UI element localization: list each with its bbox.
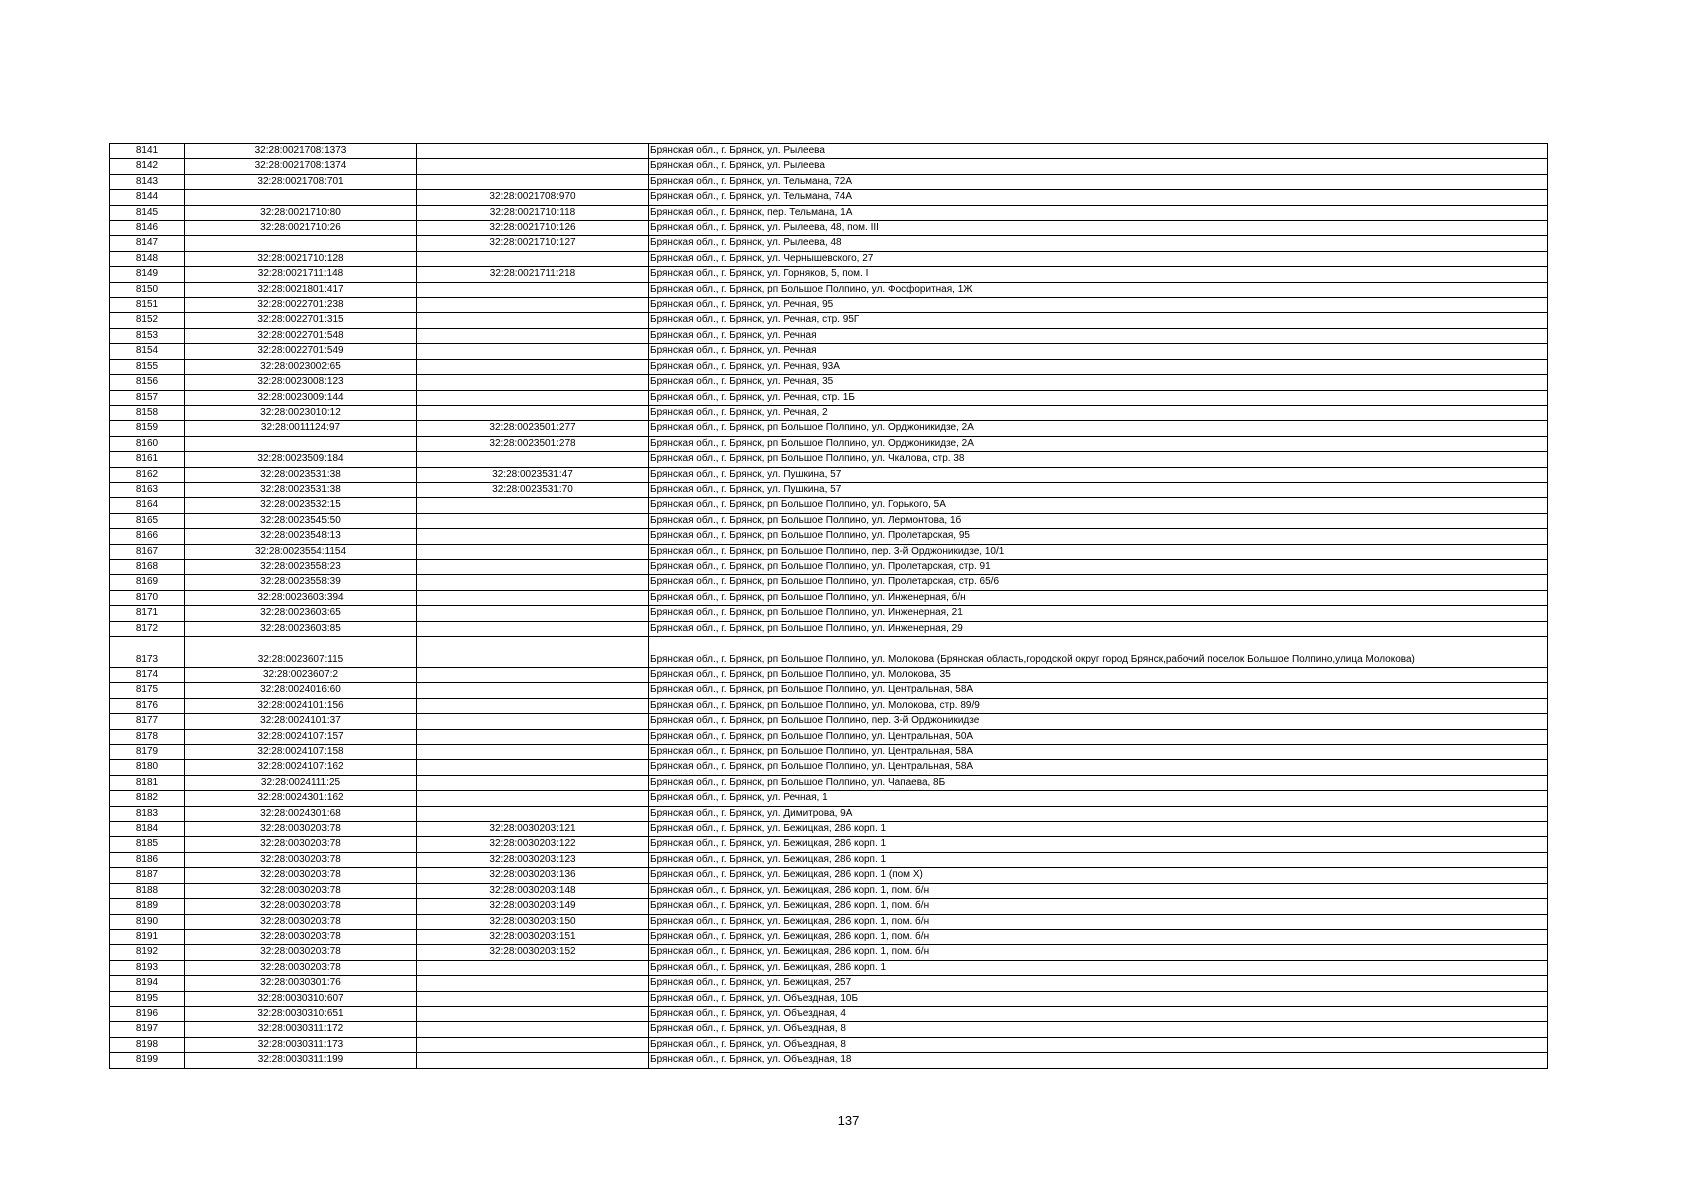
address-cell: Брянская обл., г. Брянск, ул. Бежицкая, 286 корп. 1: [649, 960, 1548, 975]
row-number-cell: 8153: [110, 328, 185, 343]
related-cadastral-number-cell: [417, 683, 649, 698]
cadastral-number-cell: 32:28:0021708:701: [185, 174, 417, 189]
table-row: [110, 822, 1548, 837]
related-cadastral-number-cell: 32:28:0021710:118: [417, 205, 649, 220]
address-cell: Брянская обл., г. Брянск, рп Большое Полпино, ул. Пролетарская, стр. 91: [649, 559, 1548, 574]
table-row: [110, 513, 1548, 528]
table-row: [110, 729, 1548, 744]
related-cadastral-number-cell: [417, 159, 649, 174]
cadastral-number-cell: 32:28:0023010:12: [185, 405, 417, 420]
table-row: [110, 529, 1548, 544]
cadastral-number-cell: 32:28:0022701:549: [185, 344, 417, 359]
table-row: [110, 1022, 1548, 1037]
row-number-cell: 8169: [110, 575, 185, 590]
row-number-cell: 8196: [110, 1006, 185, 1021]
cadastral-number-cell: 32:28:0023558:39: [185, 575, 417, 590]
cadastral-number-cell: 32:28:0023531:38: [185, 482, 417, 497]
cadastral-number-cell: [185, 236, 417, 251]
address-cell: Брянская обл., г. Брянск, ул. Речная, 35: [649, 375, 1548, 390]
cadastral-number-cell: 32:28:0030310:651: [185, 1006, 417, 1021]
table-row: [110, 760, 1548, 775]
table-row: [110, 498, 1548, 513]
cadastral-number-cell: 32:28:0021708:1373: [185, 144, 417, 159]
address-cell: Брянская обл., г. Брянск, ул. Димитрова, 9А: [649, 806, 1548, 821]
address-cell: Брянская обл., г. Брянск, ул. Бежицкая, 286 корп. 1, пом. б/н: [649, 883, 1548, 898]
related-cadastral-number-cell: [417, 359, 649, 374]
table-row: [110, 236, 1548, 251]
cadastral-number-cell: 32:28:0030311:172: [185, 1022, 417, 1037]
cadastral-number-cell: 32:28:0024111:25: [185, 775, 417, 790]
row-number-cell: 8190: [110, 914, 185, 929]
cadastral-number-cell: 32:28:0024107:158: [185, 745, 417, 760]
row-number-cell: 8149: [110, 267, 185, 282]
row-number-cell: 8171: [110, 606, 185, 621]
page-number: 137: [837, 1113, 860, 1128]
row-number-cell: 8147: [110, 236, 185, 251]
address-cell: Брянская обл., г. Брянск, пер. Тельмана, 1А: [649, 205, 1548, 220]
address-cell: Брянская обл., г. Брянск, ул. Речная, стр. 1Б: [649, 390, 1548, 405]
cadastral-number-cell: 32:28:0023603:394: [185, 590, 417, 605]
related-cadastral-number-cell: [417, 1053, 649, 1068]
address-cell: Брянская обл., г. Брянск, ул. Пушкина, 57: [649, 482, 1548, 497]
cadastral-number-cell: 32:28:0022701:548: [185, 328, 417, 343]
cadastral-number-cell: 32:28:0024101:37: [185, 714, 417, 729]
row-number-cell: 8184: [110, 822, 185, 837]
address-cell: Брянская обл., г. Брянск, рп Большое Полпино, ул. Центральная, 58А: [649, 760, 1548, 775]
related-cadastral-number-cell: 32:28:0021710:127: [417, 236, 649, 251]
row-number-cell: 8160: [110, 436, 185, 451]
related-cadastral-number-cell: [417, 1006, 649, 1021]
table-row: [110, 806, 1548, 821]
address-cell: Брянская обл., г. Брянск, ул. Речная, 2: [649, 405, 1548, 420]
cadastral-number-cell: 32:28:0023532:15: [185, 498, 417, 513]
row-number-cell: 8191: [110, 929, 185, 944]
cadastral-number-cell: 32:28:0023531:38: [185, 467, 417, 482]
address-cell: Брянская обл., г. Брянск, ул. Объездная, 8: [649, 1022, 1548, 1037]
table-row: [110, 159, 1548, 174]
cadastral-number-cell: 32:28:0023545:50: [185, 513, 417, 528]
cadastral-number-cell: 32:28:0030203:78: [185, 929, 417, 944]
cadastral-number-cell: 32:28:0023558:23: [185, 559, 417, 574]
cadastral-number-cell: 32:28:0023509:184: [185, 452, 417, 467]
row-number-cell: 8151: [110, 298, 185, 313]
table-row: [110, 144, 1548, 159]
cadastral-number-cell: 32:28:0024101:156: [185, 698, 417, 713]
cadastral-number-cell: [185, 436, 417, 451]
registry-table: [109, 143, 1548, 1069]
related-cadastral-number-cell: [417, 637, 649, 668]
related-cadastral-number-cell: 32:28:0030203:123: [417, 852, 649, 867]
related-cadastral-number-cell: [417, 144, 649, 159]
row-number-cell: 8177: [110, 714, 185, 729]
related-cadastral-number-cell: [417, 745, 649, 760]
table-row: [110, 421, 1548, 436]
address-cell: Брянская обл., г. Брянск, рп Большое Полпино, ул. Пролетарская, 95: [649, 529, 1548, 544]
table-row: [110, 714, 1548, 729]
related-cadastral-number-cell: 32:28:0021710:126: [417, 221, 649, 236]
address-cell: Брянская обл., г. Брянск, ул. Бежицкая, 286 корп. 1, пом. б/н: [649, 929, 1548, 944]
address-cell: Брянская обл., г. Брянск, ул. Речная, 1: [649, 791, 1548, 806]
row-number-cell: 8152: [110, 313, 185, 328]
related-cadastral-number-cell: [417, 698, 649, 713]
related-cadastral-number-cell: [417, 606, 649, 621]
cadastral-number-cell: 32:28:0021711:148: [185, 267, 417, 282]
cadastral-number-cell: 32:28:0024301:68: [185, 806, 417, 821]
table-row: [110, 668, 1548, 683]
address-cell: Брянская обл., г. Брянск, рп Большое Полпино, ул. Центральная, 50А: [649, 729, 1548, 744]
address-cell: Брянская обл., г. Брянск, рп Большое Полпино, ул. Орджоникидзе, 2А: [649, 421, 1548, 436]
related-cadastral-number-cell: [417, 298, 649, 313]
address-cell: Брянская обл., г. Брянск, ул. Рылеева: [649, 144, 1548, 159]
row-number-cell: 8155: [110, 359, 185, 374]
row-number-cell: 8167: [110, 544, 185, 559]
cadastral-number-cell: 32:28:0030203:78: [185, 868, 417, 883]
table-row: [110, 621, 1548, 636]
row-number-cell: 8182: [110, 791, 185, 806]
row-number-cell: 8164: [110, 498, 185, 513]
table-row: [110, 852, 1548, 867]
related-cadastral-number-cell: [417, 452, 649, 467]
address-cell: Брянская обл., г. Брянск, ул. Речная, 93А: [649, 359, 1548, 374]
table-row: [110, 467, 1548, 482]
related-cadastral-number-cell: [417, 529, 649, 544]
related-cadastral-number-cell: [417, 251, 649, 266]
related-cadastral-number-cell: [417, 559, 649, 574]
table-row: [110, 1037, 1548, 1052]
address-cell: Брянская обл., г. Брянск, рп Большое Полпино, ул. Чапаева, 8Б: [649, 775, 1548, 790]
table-row: [110, 590, 1548, 605]
row-number-cell: 8199: [110, 1053, 185, 1068]
table-row: [110, 837, 1548, 852]
row-number-cell: 8198: [110, 1037, 185, 1052]
table-row: [110, 683, 1548, 698]
cadastral-number-cell: 32:28:0023002:65: [185, 359, 417, 374]
address-cell: Брянская обл., г. Брянск, рп Большое Полпино, ул. Горького, 5А: [649, 498, 1548, 513]
address-cell: Брянская обл., г. Брянск, ул. Бежицкая, 286 корп. 1, пом. б/н: [649, 899, 1548, 914]
address-cell: Брянская обл., г. Брянск, ул. Речная, стр. 95Г: [649, 313, 1548, 328]
address-cell: Брянская обл., г. Брянск, рп Большое Полпино, ул. Орджоникидзе, 2А: [649, 436, 1548, 451]
row-number-cell: 8189: [110, 899, 185, 914]
address-cell: Брянская обл., г. Брянск, ул. Бежицкая, 257: [649, 976, 1548, 991]
row-number-cell: 8166: [110, 529, 185, 544]
cadastral-number-cell: 32:28:0023603:65: [185, 606, 417, 621]
cadastral-number-cell: 32:28:0024016:60: [185, 683, 417, 698]
cadastral-number-cell: 32:28:0030310:607: [185, 991, 417, 1006]
row-number-cell: 8162: [110, 467, 185, 482]
table-row: [110, 436, 1548, 451]
cadastral-number-cell: 32:28:0021710:128: [185, 251, 417, 266]
row-number-cell: 8145: [110, 205, 185, 220]
address-cell: Брянская обл., г. Брянск, рп Большое Полпино, пер. 3-й Орджоникидзе: [649, 714, 1548, 729]
row-number-cell: 8193: [110, 960, 185, 975]
cadastral-number-cell: 32:28:0030311:173: [185, 1037, 417, 1052]
cadastral-number-cell: 32:28:0030311:199: [185, 1053, 417, 1068]
table-row: [110, 205, 1548, 220]
related-cadastral-number-cell: [417, 991, 649, 1006]
address-cell: Брянская обл., г. Брянск, ул. Речная: [649, 328, 1548, 343]
address-cell: Брянская обл., г. Брянск, ул. Объездная, 8: [649, 1037, 1548, 1052]
table-row: [110, 405, 1548, 420]
row-number-cell: 8148: [110, 251, 185, 266]
address-cell: Брянская обл., г. Брянск, рп Большое Полпино, ул. Лермонтова, 1б: [649, 513, 1548, 528]
address-cell: Брянская обл., г. Брянск, ул. Бежицкая, 286 корп. 1: [649, 822, 1548, 837]
related-cadastral-number-cell: [417, 590, 649, 605]
table-row: [110, 775, 1548, 790]
row-number-cell: 8183: [110, 806, 185, 821]
address-cell: Брянская обл., г. Брянск, ул. Тельмана, 72А: [649, 174, 1548, 189]
table-row: [110, 637, 1548, 668]
row-number-cell: 8187: [110, 868, 185, 883]
cadastral-number-cell: 32:28:0030203:78: [185, 852, 417, 867]
row-number-cell: 8188: [110, 883, 185, 898]
related-cadastral-number-cell: [417, 544, 649, 559]
related-cadastral-number-cell: [417, 621, 649, 636]
table-row: [110, 344, 1548, 359]
address-cell: Брянская обл., г. Брянск, рп Большое Полпино, пер. 3-й Орджоникидзе, 10/1: [649, 544, 1548, 559]
address-cell: Брянская обл., г. Брянск, ул. Бежицкая, 286 корп. 1, пом. б/н: [649, 945, 1548, 960]
cadastral-number-cell: 32:28:0011124:97: [185, 421, 417, 436]
row-number-cell: 8180: [110, 760, 185, 775]
related-cadastral-number-cell: [417, 714, 649, 729]
address-cell: Брянская обл., г. Брянск, ул. Бежицкая, 286 корп. 1, пом. б/н: [649, 914, 1548, 929]
row-number-cell: 8195: [110, 991, 185, 1006]
row-number-cell: 8181: [110, 775, 185, 790]
table-row: [110, 251, 1548, 266]
cadastral-number-cell: 32:28:0030203:78: [185, 899, 417, 914]
cadastral-number-cell: 32:28:0023607:2: [185, 668, 417, 683]
cadastral-number-cell: 32:28:0022701:315: [185, 313, 417, 328]
address-cell: Брянская обл., г. Брянск, ул. Объездная, 4: [649, 1006, 1548, 1021]
table-row: [110, 899, 1548, 914]
cadastral-number-cell: 32:28:0023008:123: [185, 375, 417, 390]
table-row: [110, 375, 1548, 390]
row-number-cell: 8185: [110, 837, 185, 852]
table-row: [110, 328, 1548, 343]
related-cadastral-number-cell: [417, 498, 649, 513]
address-cell: Брянская обл., г. Брянск, ул. Объездная, 10Б: [649, 991, 1548, 1006]
cadastral-number-cell: 32:28:0023603:85: [185, 621, 417, 636]
related-cadastral-number-cell: [417, 791, 649, 806]
related-cadastral-number-cell: [417, 976, 649, 991]
cadastral-number-cell: 32:28:0030203:78: [185, 883, 417, 898]
table-row: [110, 221, 1548, 236]
related-cadastral-number-cell: [417, 344, 649, 359]
related-cadastral-number-cell: [417, 1037, 649, 1052]
row-number-cell: 8192: [110, 945, 185, 960]
table-row: [110, 575, 1548, 590]
row-number-cell: 8176: [110, 698, 185, 713]
related-cadastral-number-cell: 32:28:0023531:70: [417, 482, 649, 497]
row-number-cell: 8174: [110, 668, 185, 683]
related-cadastral-number-cell: [417, 960, 649, 975]
table-row: [110, 745, 1548, 760]
address-cell: Брянская обл., г. Брянск, ул. Горняков, 5, пом. I: [649, 267, 1548, 282]
related-cadastral-number-cell: [417, 174, 649, 189]
address-cell: Брянская обл., г. Брянск, ул. Рылеева: [649, 159, 1548, 174]
related-cadastral-number-cell: 32:28:0030203:152: [417, 945, 649, 960]
row-number-cell: 8165: [110, 513, 185, 528]
row-number-cell: 8168: [110, 559, 185, 574]
table-row: [110, 1053, 1548, 1068]
row-number-cell: 8175: [110, 683, 185, 698]
table-row: [110, 482, 1548, 497]
related-cadastral-number-cell: [417, 282, 649, 297]
cadastral-number-cell: 32:28:0024107:157: [185, 729, 417, 744]
address-cell: Брянская обл., г. Брянск, рп Большое Полпино, ул. Инженерная, 21: [649, 606, 1548, 621]
related-cadastral-number-cell: [417, 575, 649, 590]
address-cell: Брянская обл., г. Брянск, рп Большое Полпино, ул. Молокова, стр. 89/9: [649, 698, 1548, 713]
address-cell: Брянская обл., г. Брянск, ул. Тельмана, 74А: [649, 190, 1548, 205]
related-cadastral-number-cell: [417, 405, 649, 420]
row-number-cell: 8158: [110, 405, 185, 420]
table-row: [110, 390, 1548, 405]
row-number-cell: 8143: [110, 174, 185, 189]
cadastral-number-cell: 32:28:0030203:78: [185, 914, 417, 929]
row-number-cell: 8142: [110, 159, 185, 174]
address-cell: Брянская обл., г. Брянск, ул. Речная, 95: [649, 298, 1548, 313]
table-row: [110, 929, 1548, 944]
address-cell: Брянская обл., г. Брянск, рп Большое Полпино, ул. Центральная, 58А: [649, 683, 1548, 698]
address-cell: Брянская обл., г. Брянск, рп Большое Полпино, ул. Фосфоритная, 1Ж: [649, 282, 1548, 297]
table-row: [110, 606, 1548, 621]
address-cell: Брянская обл., г. Брянск, рп Большое Полпино, ул. Центральная, 58А: [649, 745, 1548, 760]
cadastral-number-cell: 32:28:0030203:78: [185, 960, 417, 975]
related-cadastral-number-cell: [417, 729, 649, 744]
row-number-cell: 8141: [110, 144, 185, 159]
row-number-cell: 8157: [110, 390, 185, 405]
row-number-cell: 8173: [110, 637, 185, 668]
table-row: [110, 698, 1548, 713]
related-cadastral-number-cell: [417, 313, 649, 328]
table-row: [110, 991, 1548, 1006]
address-cell: Брянская обл., г. Брянск, рп Большое Полпино, ул. Инженерная, б/н: [649, 590, 1548, 605]
address-cell: Брянская обл., г. Брянск, ул. Рылеева, 48: [649, 236, 1548, 251]
cadastral-number-cell: [185, 190, 417, 205]
related-cadastral-number-cell: [417, 760, 649, 775]
address-cell: Брянская обл., г. Брянск, ул. Бежицкая, 286 корп. 1: [649, 837, 1548, 852]
address-cell: Брянская обл., г. Брянск, рп Большое Полпино, ул. Молокова (Брянская область,городской округ город Брянск,рабочий поселок Большое Полпино,улица Молокова): [649, 637, 1548, 668]
table-row: [110, 190, 1548, 205]
address-cell: Брянская обл., г. Брянск, ул. Рылеева, 48, пом. III: [649, 221, 1548, 236]
row-number-cell: 8186: [110, 852, 185, 867]
related-cadastral-number-cell: [417, 375, 649, 390]
cadastral-number-cell: 32:28:0021708:1374: [185, 159, 417, 174]
cadastral-number-cell: 32:28:0023607:115: [185, 637, 417, 668]
address-cell: Брянская обл., г. Брянск, рп Большое Полпино, ул. Молокова, 35: [649, 668, 1548, 683]
related-cadastral-number-cell: 32:28:0023501:278: [417, 436, 649, 451]
related-cadastral-number-cell: 32:28:0030203:151: [417, 929, 649, 944]
table-row: [110, 791, 1548, 806]
related-cadastral-number-cell: 32:28:0030203:148: [417, 883, 649, 898]
cadastral-number-cell: 32:28:0030301:76: [185, 976, 417, 991]
cadastral-number-cell: 32:28:0023009:144: [185, 390, 417, 405]
cadastral-number-cell: 32:28:0022701:238: [185, 298, 417, 313]
cadastral-number-cell: 32:28:0023554:1154: [185, 544, 417, 559]
table-row: [110, 313, 1548, 328]
related-cadastral-number-cell: [417, 513, 649, 528]
table-row: [110, 174, 1548, 189]
cadastral-number-cell: 32:28:0030203:78: [185, 837, 417, 852]
related-cadastral-number-cell: 32:28:0021708:970: [417, 190, 649, 205]
related-cadastral-number-cell: 32:28:0030203:121: [417, 822, 649, 837]
registry-table-body: [110, 144, 1548, 1069]
row-number-cell: 8194: [110, 976, 185, 991]
address-cell: Брянская обл., г. Брянск, ул. Бежицкая, 286 корп. 1: [649, 852, 1548, 867]
cadastral-number-cell: 32:28:0021801:417: [185, 282, 417, 297]
row-number-cell: 8150: [110, 282, 185, 297]
row-number-cell: 8156: [110, 375, 185, 390]
related-cadastral-number-cell: [417, 668, 649, 683]
related-cadastral-number-cell: 32:28:0030203:150: [417, 914, 649, 929]
related-cadastral-number-cell: [417, 328, 649, 343]
cadastral-number-cell: 32:28:0024301:162: [185, 791, 417, 806]
cadastral-number-cell: 32:28:0021710:26: [185, 221, 417, 236]
address-cell: Брянская обл., г. Брянск, ул. Речная: [649, 344, 1548, 359]
table-row: [110, 883, 1548, 898]
row-number-cell: 8179: [110, 745, 185, 760]
table-row: [110, 282, 1548, 297]
related-cadastral-number-cell: [417, 775, 649, 790]
row-number-cell: 8178: [110, 729, 185, 744]
row-number-cell: 8146: [110, 221, 185, 236]
related-cadastral-number-cell: [417, 806, 649, 821]
address-cell: Брянская обл., г. Брянск, ул. Объездная, 18: [649, 1053, 1548, 1068]
row-number-cell: 8161: [110, 452, 185, 467]
related-cadastral-number-cell: 32:28:0030203:149: [417, 899, 649, 914]
table-row: [110, 914, 1548, 929]
related-cadastral-number-cell: 32:28:0021711:218: [417, 267, 649, 282]
table-row: [110, 359, 1548, 374]
row-number-cell: 8170: [110, 590, 185, 605]
cadastral-number-cell: 32:28:0030203:78: [185, 822, 417, 837]
related-cadastral-number-cell: 32:28:0023531:47: [417, 467, 649, 482]
address-cell: Брянская обл., г. Брянск, рп Большое Полпино, ул. Пролетарская, стр. 65/6: [649, 575, 1548, 590]
address-cell: Брянская обл., г. Брянск, ул. Чернышевского, 27: [649, 251, 1548, 266]
address-cell: Брянская обл., г. Брянск, рп Большое Полпино, ул. Инженерная, 29: [649, 621, 1548, 636]
table-row: [110, 945, 1548, 960]
table-row: [110, 976, 1548, 991]
related-cadastral-number-cell: [417, 1022, 649, 1037]
table-row: [110, 868, 1548, 883]
related-cadastral-number-cell: 32:28:0030203:136: [417, 868, 649, 883]
cadastral-number-cell: 32:28:0023548:13: [185, 529, 417, 544]
related-cadastral-number-cell: 32:28:0023501:277: [417, 421, 649, 436]
table-row: [110, 544, 1548, 559]
row-number-cell: 8159: [110, 421, 185, 436]
table-row: [110, 267, 1548, 282]
cadastral-number-cell: 32:28:0024107:162: [185, 760, 417, 775]
table-row: [110, 559, 1548, 574]
table-row: [110, 452, 1548, 467]
table-row: [110, 298, 1548, 313]
row-number-cell: 8154: [110, 344, 185, 359]
row-number-cell: 8172: [110, 621, 185, 636]
row-number-cell: 8197: [110, 1022, 185, 1037]
table-row: [110, 960, 1548, 975]
cadastral-number-cell: 32:28:0021710:80: [185, 205, 417, 220]
related-cadastral-number-cell: 32:28:0030203:122: [417, 837, 649, 852]
row-number-cell: 8163: [110, 482, 185, 497]
address-cell: Брянская обл., г. Брянск, ул. Бежицкая, 286 корп. 1 (пом X): [649, 868, 1548, 883]
cadastral-number-cell: 32:28:0030203:78: [185, 945, 417, 960]
related-cadastral-number-cell: [417, 390, 649, 405]
table-row: [110, 1006, 1548, 1021]
row-number-cell: 8144: [110, 190, 185, 205]
address-cell: Брянская обл., г. Брянск, ул. Пушкина, 57: [649, 467, 1548, 482]
address-cell: Брянская обл., г. Брянск, рп Большое Полпино, ул. Чкалова, стр. 38: [649, 452, 1548, 467]
